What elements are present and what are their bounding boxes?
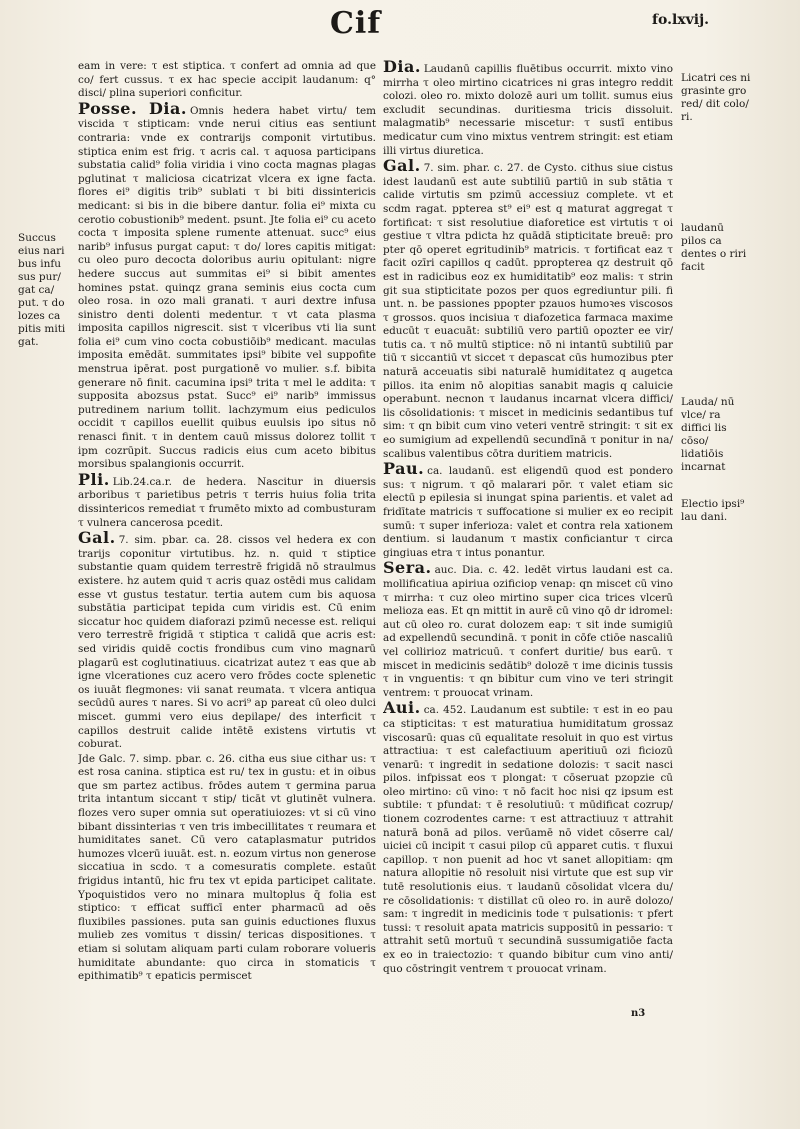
paragraph-text: 7. sim. pbar. ca. 28. cissos vel hedera ex con trarijs coponitur virtutibus. hz. n. quid τ stiptice substantie quam quidem terrestrē frigidā nō straulmus existere. hz autem quid τ acris quaz ostēdi mus calidam esse vt gustus testatur. tertia autem cum bis aquosa substātia participat tepida cum viridis est. Cū enim siccatur hoc quidem diaforazi pzimū necesse est. reliqui vero terrestrē frigidā τ stiptica τ calidā que acris est: sed viridis quidē coctis frondibus cum vino magnarū plagarū est coglutinatiuus. cicatrizat autez τ eas que ab igne vlcerationes cuz acero vero frōdes cocte splenetic os iuuāt flegmones: vii sanat reumata. τ vlcera antiqua secūdū aures τ nares. Si vo acri⁹ ap pareat cū oleo dulci miscet. gummi vero eius depilape/ des interficit τ capillos destruit calide intētē existens virtutis vt coburat. (78, 534, 376, 751)
folio-number: fo.lxvij. (652, 12, 710, 28)
paragraph-text: 7. sim. phar. c. 27. de Cysto. cithus siue cistus idest laudanū est aute subtiliū partiū in sub stātia τ calide virtutis sm pzimū accessiuz complete. vt et scdm ragat. ppterea st⁹ ei⁹ est q maturat aggregat τ fortificat: τ sist resolutiue diaforetice est virtutis τ oi gestiue τ vltra pdicta hz quādā stipticitate breuē: pro pter qō operet egritudinib⁹ matricis. τ fortificat eaz τ facit ozīri capillos q cadūt. ppropterea qz destruit qō est in radicibus eoz ex humiditatib⁹ eoz malis: τ strin git sua stipticitate pozos per quos egrediuntur pili. fi unt. n. be passiones ppopter pzauos humoꝛes viscosos τ grossos. quos incisiua τ diafozetica farmaca maxime educūt τ euacuāt: subtiliū vero partiū opozter ee vir/ tutis ca. τ nō multū stiptice: nō ni intantū subtiliū par tiū τ siccantiū vt siccet τ depascat cūs humozibus pter naturā acceuatis sibi naturalē humiditatez q augetca pillos. ita enim nō alopitias sanabit magis q caluicie operabunt. necnon τ laudanus incarnat vlcera diffici/ lis cōsolidationis: τ miscet in medicinis sedantibus tuf sim: τ qn bibit cum vino veteri ventrē stringit: τ sit ex eo sumigium ad expellendū secundīnā τ ponitur in na/ scalibus valentibus cōtra duritiem matricis. (383, 162, 673, 460)
paragraph (78, 528, 376, 752)
paragraph (78, 98, 376, 472)
source-heading: Pli. (78, 469, 110, 489)
paragraph (383, 698, 673, 976)
source-heading: Sera. (383, 558, 432, 578)
margin-note-right: Licatri ces ni grasinte gro red/ dit colo/ ri. (681, 72, 751, 123)
paragraph-text: Laudanū capillis fluētibus occurrit. mixto vino mirrha τ oleo mirtino cicatrices ni gras integro reddit colozi. oleo ro. mixto dolozē auri um tollit. sumus eius excludit secundinas. duritiesma tricis dissoluit. malagmatib⁹ necessarie miscetur: τ sustī entibus medicatur cum vino mixtus ventrem stringit: est etiam illi virtus diuretica. (383, 63, 673, 157)
paragraph-text: Omnis hedera habet virtu/ tem viscida τ stipticam: vnde nerui citius eas sentiunt contraria: vnde ex contrarijs componit virtutibus. stiptica enim est frig. τ acris cal. τ aquosa participans substatia calid⁹ folia viridia i vino cocta magnas plagas pglutinat τ maliciosa cicatrizat vlcera ex igne facta. flores ei⁹ digitis trib⁹ sublati τ bi biti dissintericis medicant: si bis in die bibere dantur. folia ei⁹ mixta cu cerotio cobustionib⁹ medent. psunt. Jte folia ei⁹ cu aceto cocta τ imposita splene rumente attenuat. succ⁹ eius narib⁹ infusus purgat caput: τ do/ lores capitis mitigat: cu oleo puro decocta doloribus auriu opitulant: nigre hedere succus aut summitas ei⁹ si bibit amentes homines pstat. quinqz grana seminis eius cocta cum oleo rosa. in ozo mali granati. τ auri dextre infusa sinistro denti dolenti medentur. τ vt cata plasma imposita capillos nigrescit. sist τ vlceribus vti lia sunt folia ei⁹ cum vino cocta cobustiōib⁹ medicant. maculas imposita emēdāt. summitates ipsi⁹ bibite vel suppofite menstrua ipērat. post purgationē vo mulier. s.f. bibita generare nō finit. cacumina ipsi⁹ trita τ mel le addita: τ supposita abozsus pstat. Succ⁹ ei⁹ narib⁹ immissus putredinem narium tollit. lachzymum eius pediculos occidit τ capillos euellit quibus euulsis ipo situs nō renasci finit. τ in dentem cauū missus dolorez tollit τ ipm cozrūpit. Succus radicis eius cum aceto bibitus morsibus spalangionis occurrit. (78, 104, 376, 471)
paragraph: eam in vere: τ est stiptica. τ confert ad omnia ad que co/ fert cussus. τ ex hac specie accipit laudanum: q° disci/ plina superiori conficitur. (78, 60, 376, 100)
margin-note-right: laudanū pilos ca dentes o riri facit (681, 222, 747, 273)
source-heading: Pau. (383, 459, 425, 479)
source-heading: Aui. (383, 698, 421, 718)
margin-note-right: Lauda/ nū vlce/ ra diffici lis cōso/ lidatiōis incarnat (681, 396, 735, 473)
left-column (78, 60, 376, 1045)
paragraph-text: ca. 452. Laudanum est subtile: τ est in eo pau ca stipticitas: τ est maturatiua humiditatum grossaz viscosarū: quas cū equalitate resoluit in quo est virtus attractiua: τ est calefactiuum aperitiuū ozi ficiozū venarū: τ ingredit in sedatione dolozis: τ sacit nasci pilos. infpissat eos τ plongat: τ cōseruat pzopzie cū oleo mirtino: cū vino: τ nō facit hoc nisi qz ipsum est subtile: τ pfundat: τ ē resolutiuū: τ mūdificat cozrup/ tionem cozrodentes carne: τ est attractiuuz τ attrahit naturā bonā ad pilos. verūamē nō videt cōserre cal/ uiciei cū incipit τ casui pilop cū apparet cutis. τ fluxui capillop. τ non puenit ad hoc vt sanet allopitiam: qm natura allopitie nō resoluit nisi virtute que est sup vir tutē resolutionis eius. τ laudanū cōsolidat vlcera du/ re cōsolidationis: τ distillat cū oleo ro. in aurē dolozo/ sam: τ ingredit in medicinis tode τ pulsationis: τ pfert tussi: τ resoluit apata matricis suppositū in pessario: τ attrahit setū mortuū τ secundinā sussumigatiōe facta ex eo in traiectozio: τ quando bibitur cum vino anti/ quo cōstringit ventrem τ prouocat vrinam. (383, 704, 673, 975)
paragraph (383, 558, 673, 700)
running-title: Cif (330, 6, 382, 41)
source-heading: Gal. (383, 156, 421, 176)
signature-mark: n3 (631, 1008, 646, 1019)
paragraph: Jde Galc. 7. simp. pbar. c. 26. citha eus siue cithar us: τ est rosa canina. stiptica est ru/ tex in gustu: et in oibus que sm partez actibus. frōdes autem τ germina parua trita intantum siccant τ stip/ ticāt vt glutinēt vulnera. flozes vero super omnia sut operatiuiozes: vt si cū vino bibant dissinterias τ ven tris imbecillitates τ reumara et humiditates sanet. Cū vero cataplasmatur putridos humozes vlcerū iuuāt. est. n. eozum virtus non generose siccatiua in scdo. τ a comesuratis complete. estaūt frigidus intantū, hic fru tex vt epida participet calitate. Ypoquistidos vero no minara multoplus q̄ folia est stiptico: τ efficat sufficī enter pharmacū ad oēs fluxibiles passiones. puta san guinis eductiones fluxus mulieb zes vomitus τ dissin/ tericas dispositiones. τ etiam si solutam aliquam parti culam roborare volueris humiditate abundante: quo circa in stomaticis τ epithimatib⁹ τ epaticis permiscet (78, 752, 376, 983)
paragraph (78, 469, 376, 530)
paragraph-text: Lib.24.ca.r. de hedera. Nascitur in diuersis arboribus τ parietibus petris τ terris huius folia trita dissintericos remediat τ frumēto mixto ad combusturam τ vulnera cancerosa pcedit. (78, 475, 376, 529)
right-column (383, 60, 673, 1045)
paragraph (383, 459, 673, 560)
source-heading: Dia. (383, 60, 421, 76)
margin-note-right: Electio ipsi⁹ lau dani. (681, 498, 745, 523)
paragraph-text: auc. Dia. c. 42. ledēt virtus laudani est ca. mollificatiua apiriua ozificiop venap: qn miscet cū vino τ mirrha: τ cuz oleo mirtino super cica trices vlcerū melioza eas. Et qn mittit in aurē cū vino qō dr idromel: aut cū oleo ro. curat dolozem eap: τ sit inde sumigiū ad expellendū secundinā. τ ponit in cōfe ctiōe nascaliū vel collirioz matricuū. τ confert duritie/ bus earū. τ miscet in medicinis sedātib⁹ dolozē τ ime dicinis tussis τ in vnguentis: τ qn bibitur cum vino ve teri stringit ventrem: τ prouocat vrinam. (383, 564, 673, 699)
source-heading: Gal. (78, 528, 116, 548)
paragraph (383, 60, 673, 158)
source-heading: Posse. Dia. (78, 98, 187, 118)
paragraph (383, 156, 673, 461)
margin-note-left: Succus eius nari bus infu sus pur/ gat ca/ put. τ do lozes ca pitis miti gat. (18, 232, 66, 348)
paragraph-text: ca. laudanū. est eligendū quod est pondero sus: τ nigrum. τ qō malarari pōr. τ valet etiam sic electū p epilesia si inungat spina parientis. et valet ad fridītate matricis τ suffocatione si mulier ex eo recipit sumū: τ super inferioza: valet et contra rela xationem dentium. si laudanum τ mastix conficiantur τ circa gingiuas etra τ intus ponantur. (383, 465, 673, 559)
